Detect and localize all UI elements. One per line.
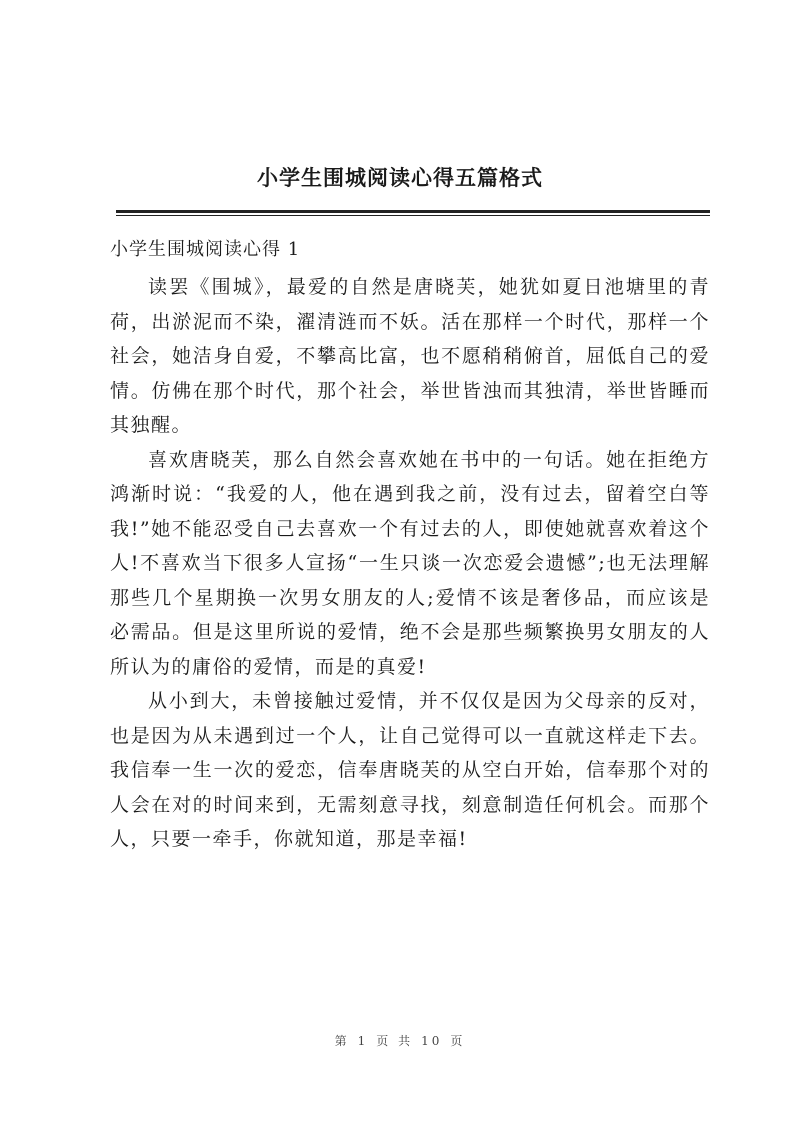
footer-prefix: 第 (334, 1034, 350, 1048)
title-divider-thin (116, 215, 710, 216)
page-footer (0, 1032, 800, 1049)
document-body (110, 270, 710, 857)
paragraph-2: 喜欢唐晓芙，那么自然会喜欢她在书中的一句话。她在拒绝方鸿渐时说：“我爱的人，他在遇到我之前，没有过去，留着空白等我!”她不能忍受自己去喜欢一个有过去的人，即使她就喜欢着这个人!不喜欢当下很多人宣扬“一生只谈一次恋爱会遗憾”;也无法理解那些几个星期换一次男女朋友的人;爱情不该是奢侈品，而应该是必需品。但是这里所说的爱情，绝不会是那些频繁换男女朋友的人所认为的庸俗的爱情，而是的真爱! (110, 448, 710, 678)
section-heading: 小学生围城阅读心得 1 (110, 239, 301, 260)
page-title: 小学生围城阅读心得五篇格式 (257, 165, 543, 190)
footer-suffix: 页 (450, 1034, 466, 1048)
footer-total-pages: 10 (421, 1034, 443, 1048)
footer-page-number: 1 (357, 1034, 369, 1048)
paragraph-1: 读罢《围城》，最爱的自然是唐晓芙，她犹如夏日池塘里的青荷，出淤泥而不染，濯清涟而不妖。活在那样一个时代，那样一个社会，她洁身自爱，不攀高比富，也不愿稍稍俯首，屈低自己的爱情。仿佛在那个时代，那个社会，举世皆浊而其独清，举世皆睡而其独醒。 (110, 276, 710, 436)
paragraph-3: 从小到大，未曾接触过爱情，并不仅仅是因为父母亲的反对，也是因为从未遇到过一个人，让自己觉得可以一直就这样走下去。我信奉一生一次的爱恋，信奉唐晓芙的从空白开始，信奉那个对的人会在对的时间来到，无需刻意寻找，刻意制造任何机会。而那个人，只要一牵手，你就知道，那是幸福! (110, 690, 710, 850)
footer-middle: 页 共 (376, 1034, 414, 1048)
title-divider-thick (116, 210, 710, 213)
